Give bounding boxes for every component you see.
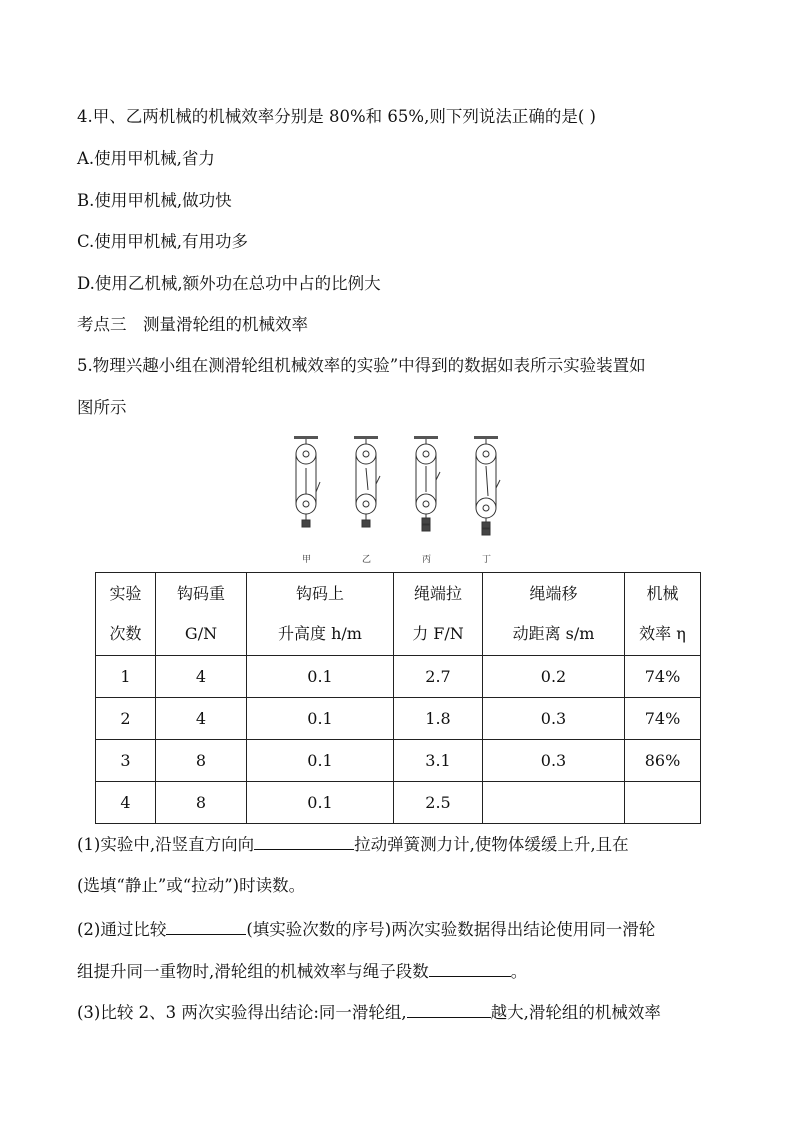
- table-cell: 0.1: [247, 740, 394, 782]
- table-cell: 0.2: [483, 656, 625, 698]
- table-cell-empty: [625, 782, 701, 824]
- table-cell-empty: [483, 782, 625, 824]
- table-row: [96, 698, 701, 740]
- figure-label-ding: 丁: [482, 555, 492, 565]
- table-cell: 8: [156, 782, 247, 824]
- table-cell: 2.5: [394, 782, 483, 824]
- table-row: [96, 656, 701, 698]
- q5-sub1-line2: (选填“静止”或“拉动”)时读数。: [77, 876, 306, 895]
- q4-option-a: A.使用甲机械,省力: [77, 149, 215, 168]
- q5-sub3-line1: (3)比较 2、3 两次实验得出结论:同一滑轮组, 越大,滑轮组的机械效率: [77, 1003, 661, 1022]
- q4-option-b: B.使用甲机械,做功快: [77, 191, 232, 210]
- table-cell: 8: [156, 740, 247, 782]
- table-cell: 2: [96, 698, 156, 740]
- table-cell: 1.8: [394, 698, 483, 740]
- section-title: 考点三 测量滑轮组的机械效率: [77, 315, 308, 334]
- table-cell: 4: [156, 698, 247, 740]
- table-cell: 0.1: [247, 698, 394, 740]
- table-cell: 74%: [625, 656, 701, 698]
- table-header-cell: 绳端拉 力 F/N: [394, 573, 483, 656]
- table-cell: 86%: [625, 740, 701, 782]
- table-header-cell: 钩码重 G/N: [156, 573, 247, 656]
- table-cell: 0.3: [483, 740, 625, 782]
- pulley-setup-jia: [294, 436, 320, 527]
- answer-blank[interactable]: [254, 833, 354, 850]
- table-cell: 3: [96, 740, 156, 782]
- figure-label-jia: 甲: [302, 555, 312, 565]
- table-cell: 1: [96, 656, 156, 698]
- q5-sub2-line1: (2)通过比较 (填实验次数的序号)两次实验数据得出结论使用同一滑轮: [77, 920, 656, 939]
- table-cell: 0.1: [247, 782, 394, 824]
- pulley-apparatus-figure: [280, 432, 520, 567]
- answer-blank[interactable]: [407, 1001, 491, 1018]
- answer-blank[interactable]: [429, 960, 511, 977]
- table-cell: 0.1: [247, 656, 394, 698]
- answer-blank[interactable]: [166, 918, 246, 935]
- table-row: [96, 782, 701, 824]
- q4-option-d: D.使用乙机械,额外功在总功中占的比例大: [77, 274, 381, 293]
- q5-sub2-line2: 组提升同一重物时,滑轮组的机械效率与绳子段数 。: [77, 962, 528, 981]
- q5-sub1-line1: (1)实验中,沿竖直方向向 拉动弹簧测力计,使物体缓缓上升,且在: [77, 835, 629, 854]
- figure-label-yi: 乙: [362, 555, 372, 565]
- table-cell: 74%: [625, 698, 701, 740]
- table-header-cell: 钩码上 升高度 h/m: [247, 573, 394, 656]
- pulley-setup-bing: [414, 436, 440, 531]
- table-header-cell: 绳端移 动距离 s/m: [483, 573, 625, 656]
- table-cell: 3.1: [394, 740, 483, 782]
- table-cell: 0.3: [483, 698, 625, 740]
- pulley-setup-ding: [474, 436, 500, 535]
- q4-option-c: C.使用甲机械,有用功多: [77, 232, 249, 251]
- q5-stem-line2: 图所示: [77, 398, 127, 417]
- table-header-cell: 机械 效率 η: [625, 573, 701, 656]
- experiment-data-table: [95, 572, 701, 824]
- table-header-row: [96, 573, 701, 656]
- table-row: [96, 740, 701, 782]
- figure-label-bing: 丙: [422, 555, 432, 565]
- q4-stem: 4.甲、乙两机械的机械效率分别是 80%和 65%,则下列说法正确的是( ): [77, 107, 596, 126]
- table-cell: 2.7: [394, 656, 483, 698]
- table-cell: 4: [156, 656, 247, 698]
- q5-stem-line1: 5.物理兴趣小组在测滑轮组机械效率的实验”中得到的数据如表所示实验装置如: [77, 356, 646, 375]
- pulley-setup-yi: [354, 436, 380, 527]
- table-cell: 4: [96, 782, 156, 824]
- table-header-cell: 实验 次数: [96, 573, 156, 656]
